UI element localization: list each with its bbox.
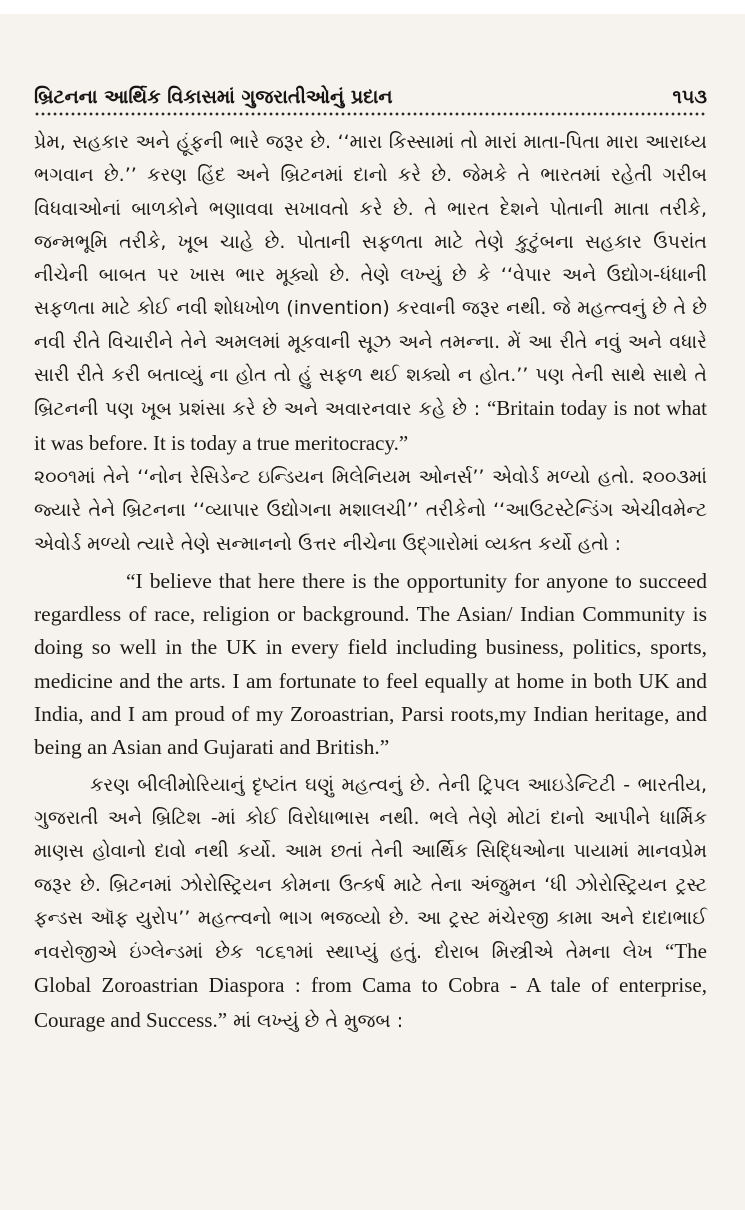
paragraph-1: [34, 126, 707, 461]
page-body: [34, 126, 707, 1038]
block-quote: “I believe that here there is the opportunity for anyone to succeed regardless of race, religion or background. The Asian/ Indian Community is doing so well in the UK in every field including business, politics, sports, medicine and the arts. I am fortunate to feel equally at home in both UK and India, and I am proud of my Zoroastrian, Parsi roots,my Indian heritage, and being an Asian and Gujarati and British.”: [34, 568, 707, 760]
paragraph-3: [34, 769, 707, 1038]
paragraph-3-tail: માં લખ્યું છે તે મુજબ :: [233, 1009, 404, 1032]
page-top-margin: [0, 0, 745, 14]
running-header: [34, 80, 707, 108]
paragraph-1-gujarati: પ્રેમ, સહકાર અને હૂંફની ભારે જરૂર છે. ‘‘મારા કિસ્સામાં તો મારાં માતા-પિતા મારા આરાધ્ય ભગવાન છે.’’ કરણ હિંદ અને બ્રિટનમાં દાનો કરે છે. જેમકે તે ભારતમાં રહેતી ગરીબ વિધવાઓનાં બાળકોને ભણાવવા સખાવતો કરે છે. તે ભારત દેશને પોતાની માતા તરીકે, જન્મભૂમિ તરીકે, ખૂબ ચાહે છે. પોતાની સફળતા માટે તેણે કુટુંબના સહકાર ઉપરાંત નીચેની બાબત પર ખાસ ભાર મૂક્યો છે. તેણે લખ્યું છે કે ‘‘વેપાર અને ઉદ્યોગ-ધંધાની સફળતા માટે કોઈ નવી શોધખોળ (invention) કરવાની જરૂર નથી. જે મહત્ત્વનું છે તે છે નવી રીતે વિચારીને તેને અમલમાં મૂકવાની સૂઝ અને તમન્ના. મેં આ રીતે નવું અને વધારે સારી રીતે કરી બતાવ્યું ના હોત તો હું સફળ થઈ શક્યો ન હોત.’’ પણ તેની સાથે સાથે તે બ્રિટનની પણ ખૂબ પ્રશંસા કરે છે અને અવારનવાર કહે છે :: [34, 131, 707, 421]
paragraph-2: ૨૦૦૧માં તેને ‘‘નોન રેસિડેન્ટ ઇન્ડિયન મિલેનિયમ ઓનર્સ’’ એવોર્ડ મળ્યો હતો. ૨૦૦૩માં જ્યારે તેને બ્રિટનના ‘‘વ્યાપાર ઉદ્યોગના મશાલચી’’ તરીકેનો ‘‘આઉટસ્ટેન્ડિંગ એચીવમેન્ટ એવોર્ડ મળ્યો ત્યારે તેણે સન્માનનો ઉત્તર નીચેના ઉદ્ગારોમાં વ્યક્ત કર્યો હતો :: [34, 465, 707, 555]
paragraph-3-english-title: “The Global Zoroastrian Diaspora : from Cama to Cobra - A tale of enterprise, Courage and Success.”: [34, 939, 708, 1032]
running-header-title: બ્રિટનના આર્થિક વિકાસમાં ગુજરાતીઓનું પ્રદાન: [34, 86, 393, 108]
paragraph-3-gujarati: કરણ બીલીમોરિયાનું દૃષ્ટાંત ઘણું મહત્વનું છે. તેની ટ્રિપલ આઇડેન્ટિટી - ભારતીય, ગુજરાતી અને બ્રિટિશ -માં કોઈ વિરોધાભાસ નથી. ભલે તેણે મોટાં દાનો આપીને ધાર્મિક માણસ હોવાનો દાવો નથી કર્યો. આમ છતાં તેની આર્થિક સિદ્ધિઓના પાયામાં માનવપ્રેમ જરૂર છે. બ્રિટનમાં ઝોરોસ્ટ્રિયન કોમના ઉત્કર્ષ માટે તેના અંજુમન ‘ધી ઝોરોસ્ટ્રિયન ટ્રસ્ટ ફન્ડસ ઑફ યુરોપ’’ મહત્ત્વનો ભાગ ભજવ્યો છે. આ ટ્રસ્ટ મંચેરજી કામા અને દાદાભાઈ નવરોજીએ ઇંગ્લેન્ડમાં છેક ૧૮૬૧માં સ્થાપ્યું હતું. દોરાબ મિસ્ત્રીએ તેમના લેખ: [34, 773, 707, 964]
header-dotted-rule: [34, 111, 707, 117]
paragraph-1-english-quote: “Britain today is not what it was before. It is today a true meritocracy.”: [34, 396, 708, 455]
page-number: ૧૫૩: [672, 86, 707, 108]
